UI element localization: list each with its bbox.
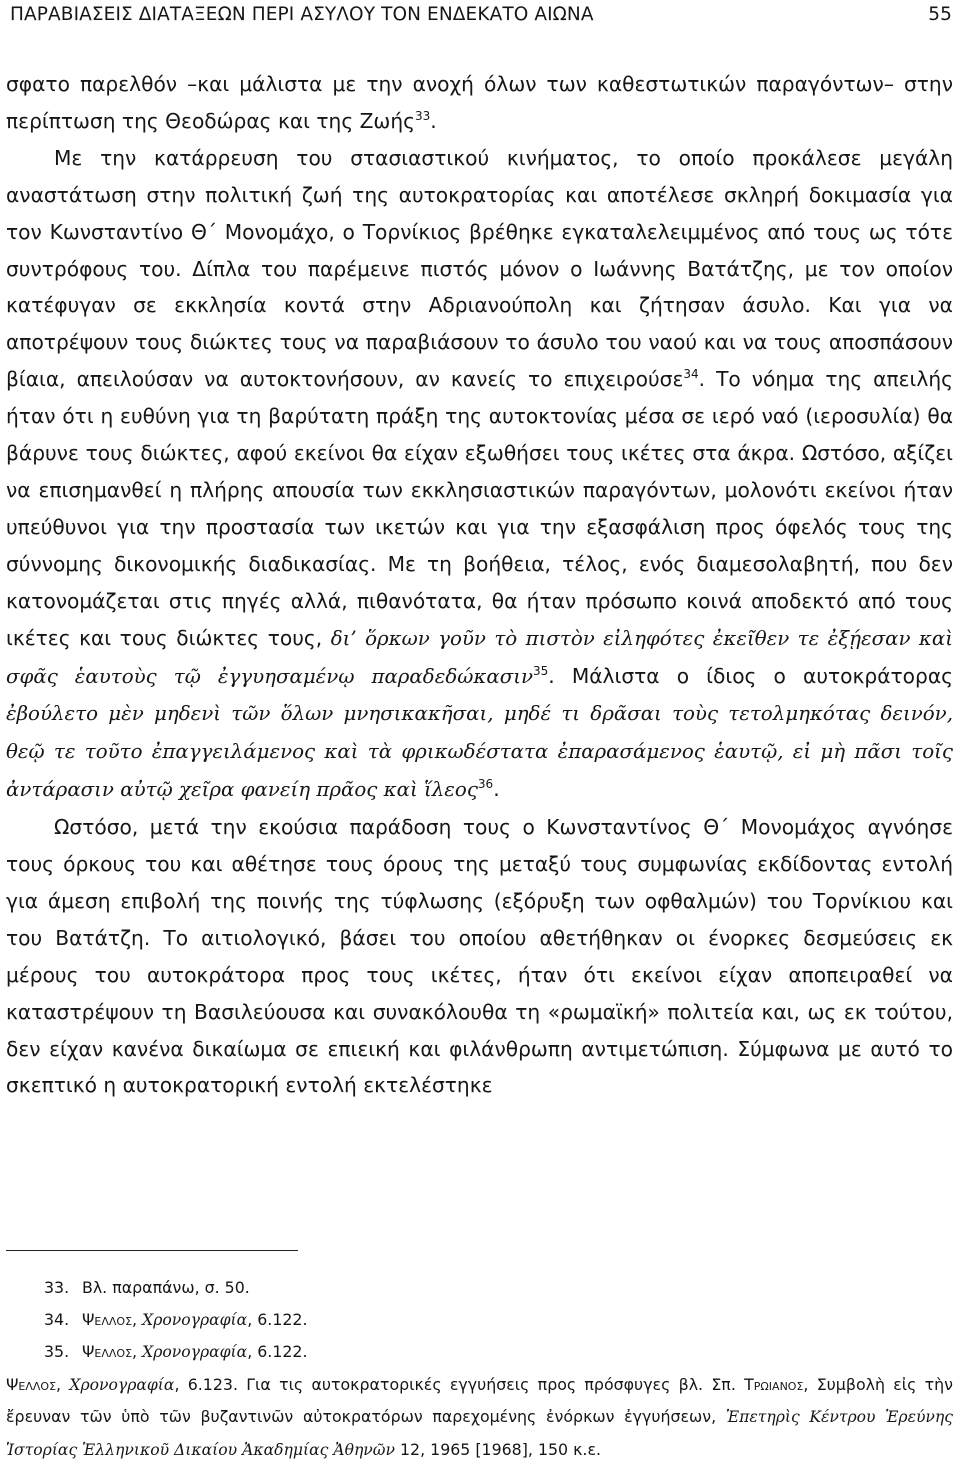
footnote-work: Χρονογραφία [142,1343,247,1361]
footnote-number: 34. [6,1304,82,1336]
footnote-36: Ψελλος, Χρονογραφία, 6.123. Για τις αυτοκρατορικές εγγυήσεις προς πρόσφυγες βλ. Σπ. Τρωιανος, Συμβολὴ εἰς τὴν ἔρευναν τῶν ὑπὸ τῶν βυζαντινῶν αὐτοκρατόρων παρεχομένης ἐνόρκων ἐγγυήσεων, Ἐπετηρὶς Κέντρου Ἐρεύνης Ἱστορίας Ἑλληνικοῦ Δικαίου Ἀκαδημίας Ἀθηνῶν 12, 1965 [1968], 150 κ.ε. [6,1369,953,1466]
paragraph-3 [6,809,953,1104]
footnote-divider [6,1250,298,1251]
paragraph-text: Ωστόσο, μετά την εκούσια παράδοση τους ο Κωνσταντίνος Θ΄ Μονομάχος αγνόησε τους όρκους του και αθέτησε τους όρους της μεταξύ τους συμφωνίας εκδίδοντας εντολή για άμεση επιβολή της ποινής της τύφλωσης (εξόρυξη των οφθαλμών) του Τορνίκιου και του Βατάτζη. Το αιτιολογικό, βάσει του οποίου αθετήθηκαν οι ένορκες δεσμεύσεις εκ μέρους του αυτοκράτορα προς τους ικέτες, ήταν ότι εκείνοι είχαν αποπειραθεί να καταστρέψουν τη Βασιλεύουσα και συνακόλουθα τη «ρωμαϊκή» πολιτεία και, ως εκ τούτου, δεν είχαν κανένα δικαίωμα σε επιεική και φιλάνθρωπη αντιμετώπιση. Σύμφωνα με αυτό το σκεπτικό η αυτοκρατορική εντολή εκτελέστηκε [6,815,953,1097]
footnote-ref-35[interactable]: 35 [533,664,548,678]
footnote-34: 34. Ψελλος, Χρονογραφία, 6.122. [6,1304,953,1337]
footnote-text: 12, 1965 [1968], 150 κ.ε. [395,1440,601,1459]
paragraph-text: . Το νόημα της απειλής ήταν ότι η ευθύνη για τη βαρύτατη πράξη της αυτοκτονίας μέσα σε ιερό ναό (ιεροσυλία) θα βάρυνε τους διώκτες, αφού εκείνοι θα είχαν εξωθήσει τους ικέτες στα άκρα. Ωστόσο, αξίζει να επισημανθεί η πλήρης απουσία των εκκλησιαστικών παραγόντων, μολονότι εκείνοι ήταν υπεύθυνοι για την προστασία των ικετών και για την εξασφάλιση προς όφελός τους της σύννομης δικονομικής διαδικασίας. Με τη βοήθεια, τέλος, ενός διαμεσολαβητή, που δεν κατονομάζεται στις πηγές αλλά, πιθανότατα, θα ήταν πρόσωπο κοινά αποδεκτό από τους ικέτες και τους διώκτες τους, [6,367,953,649]
body-text [6,66,953,1104]
footnote-text: Βλ. παραπάνω, σ. 50. [82,1278,250,1297]
footnote-author: Τρωιανος [744,1375,803,1394]
footnote-text: , 6.122. [247,1342,307,1361]
footnote-35: 35. Ψελλος, Χρονογραφία, 6.122. [6,1336,953,1369]
footnote-work: Χρονογραφία [142,1311,247,1329]
footnote-author: Ψελλος [82,1310,132,1329]
paragraph-text: . [493,777,499,801]
footnote-text: , 6.123. Για τις αυτοκρατορικές εγγυήσεις προς πρόσφυγες βλ. Σπ. [174,1375,744,1394]
greek-quotation: δι’ ὅρκων γοῦν τὸ πιστὸν εἰληφότες ἐκεῖθεν τε ἐξῄεσαν καὶ σφᾶς ἑαυτοὺς τῷ ἐγγυησαμένῳ παραδεδώκασιν [6,627,953,688]
footnote-number: 35. [6,1336,82,1368]
paragraph-text: σφατο παρελθόν –και μάλιστα με την ανοχή όλων των καθεστωτικών παραγόντων– στην περίπτωση της Θεοδώρας και της Ζωής [6,72,953,133]
footnote-ref-34[interactable]: 34 [683,367,698,381]
greek-quotation: ἐβούλετο μὲν μηδενὶ τῶν ὅλων μνησικακῆσαι, μηδέ τι δρᾶσαι τοὺς τετολμηκότας δεινόν, θεῷ τε τοῦτο ἐπαγγειλάμενος καὶ τὰ φρικωδέστατα ἐπαρασάμενος ἑαυτῷ, εἰ μὴ πᾶσι τοῖς ἀντάρασιν αὐτῷ χεῖρα φανείη πρᾶος καὶ ἵλεος [6,702,953,801]
footnote-journal: Ἐπετηρὶς Κέντρου Ἐρεύνης Ἱστορίας Ἑλληνικοῦ Δικαίου Ἀκαδημίας Ἀθηνῶν [6,1408,953,1459]
paragraph-2 [6,140,953,809]
footnotes [6,1272,953,1466]
footnote-ref-33[interactable]: 33 [415,109,430,123]
footnote-ref-36[interactable]: 36 [478,777,493,791]
paragraph-1: σφατο παρελθόν –και μάλιστα με την ανοχή όλων των καθεστωτικών παραγόντων– στην περίπτωση της Θεοδώρας και της Ζωής$^{33}$. [6,66,953,140]
footnote-author: Ψελλος [6,1375,56,1394]
footnote-work: Χρονογραφία [69,1376,174,1394]
page-number: 55 [928,3,952,27]
footnote-number: 33. [6,1272,82,1304]
footnote-text: , 6.122. [247,1310,307,1329]
running-title: ΠΑΡΑΒΙΑΣΕΙΣ ΔΙΑΤΑΞΕΩΝ ΠΕΡΙ ΑΣΥΛΟΥ ΤΟΝ ΕΝΔΕΚΑΤΟ ΑΙΩΝΑ [10,3,594,27]
paragraph-text: . Μάλιστα ο ίδιος ο αυτοκράτορας [548,664,953,688]
footnote-33 [6,1272,953,1304]
footnote-text: , Συμβολὴ εἰς τὴν ἔρευναν τῶν ὑπὸ τῶν βυζαντινῶν αὐτοκρατόρων παρεχομένης ἐνόρκων ἐγγυήσεων, [6,1375,953,1427]
paragraph-text: Με την κατάρρευση του στασιαστικού κινήματος, το οποίο προκάλεσε μεγάλη αναστάτωση στην πολιτική ζωή της αυτοκρατορίας και αποτέλεσε σκληρή δοκιμασία για τον Κωνσταντίνο Θ΄ Μονομάχο, ο Τορνίκιος βρέθηκε εγκαταλελειμμένος από τους ως τότε συντρόφους του. Δίπλα του παρέμεινε πιστός μόνον ο Ιωάννης Βατάτζης, με τον οποίον κατέφυγαν σε εκκλησία κοντά στην Αδριανούπολη και ζήτησαν άσυλο. Και για να αποτρέψουν τους διώκτες τους να παραβιάσουν το άσυλο του ναού και να τους αποσπάσουν βίαια, απειλούσαν να αυτοκτονήσουν, αν κανείς το επιχειρούσε [6,146,953,391]
footnote-author: Ψελλος [82,1342,132,1361]
